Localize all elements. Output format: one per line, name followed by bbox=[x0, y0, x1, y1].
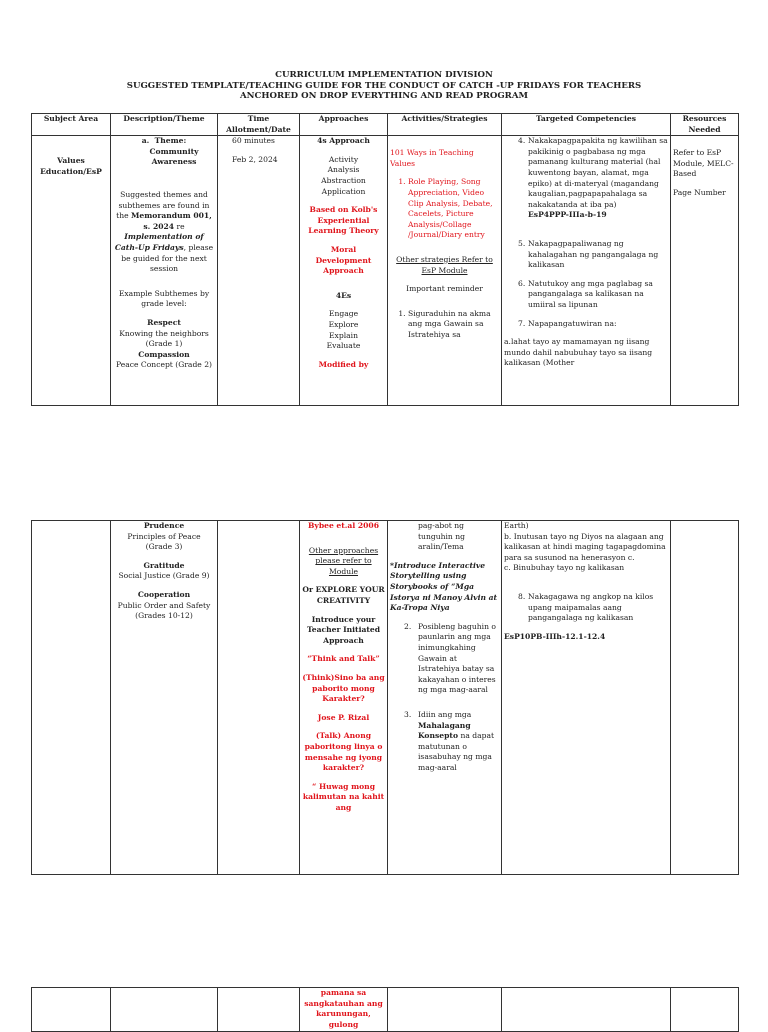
competency-7: 7. Napapangatuwiran na: bbox=[518, 318, 617, 328]
activity-continuation: pag-abot ng tunguhin ng aralin/Tema bbox=[418, 521, 465, 552]
activities-list bbox=[390, 177, 499, 241]
table-row bbox=[32, 136, 739, 406]
time-cell bbox=[218, 988, 300, 1032]
page-number: Page Number bbox=[673, 187, 726, 197]
col-resources: Resources Needed bbox=[671, 114, 739, 136]
important-reminder: Important reminder bbox=[406, 284, 483, 294]
rizal-answer: Jose P. Rizal bbox=[317, 712, 370, 722]
competency-code: EsP4PPP-IIIa-b-19 bbox=[528, 210, 607, 220]
competency-c: c. Binubuhay tayo ng kalikasan bbox=[504, 563, 625, 573]
competency-b: b. Inutusan tayo ng Diyos na alagaan ang kalikasan at hindi maging tagapagdomina para sa susunod na henerasyon c. bbox=[504, 531, 666, 562]
es-step: Explain bbox=[329, 330, 358, 340]
example-subthemes: Example Subthemes by grade level: bbox=[118, 288, 210, 309]
approach-step: Analysis bbox=[327, 165, 360, 175]
time-allotment: 60 minutes bbox=[232, 136, 275, 146]
competency-6: 6. Natutukoy ang mga paglabag sa pangangalaga sa kalikasan na umiiral sa lipunan bbox=[518, 278, 653, 309]
col-subject-area: Subject Area bbox=[32, 114, 111, 136]
interactive-storytelling: *Introduce Interactive Storytelling using Storybooks of “Mga Istorya ni Manoy Alvin at Ka-Tropa Niya bbox=[390, 560, 498, 613]
header-division: CURRICULUM IMPLEMENTATION DIVISION bbox=[275, 70, 493, 80]
other-strategies: Other strategies Refer to EsP Module bbox=[396, 254, 493, 275]
list-item: 1. Role Playing, Song Appreciation, Video Clip Analysis, Debate, Cacelets, Picture Analysis/Collage /Journal/Diary entry bbox=[408, 177, 499, 241]
col-competencies: Targeted Competencies bbox=[502, 114, 671, 136]
ways-teaching-values: 101 Ways in Teaching Values bbox=[390, 148, 474, 168]
modified-by: Modified by bbox=[318, 359, 369, 369]
talk-question: (Talk) Anong paboritong linya o mensahe ng iyong karakter? bbox=[304, 731, 383, 773]
approaches-cell bbox=[300, 988, 388, 1032]
description-cell bbox=[111, 521, 218, 875]
approach-4s: 4s Approach bbox=[317, 136, 370, 146]
col-activities: Activities/Strategies bbox=[388, 114, 502, 136]
subtheme-prudence-detail: Principles of Peace (Grade 3) bbox=[127, 531, 201, 552]
resources-module: Refer to EsP Module, MELC-Based bbox=[673, 148, 734, 179]
competency-code: EsP10PB-IIIh-12.1-12.4 bbox=[504, 631, 606, 641]
resources-cell bbox=[671, 136, 739, 406]
subject-area: Values Education/EsP bbox=[40, 156, 102, 176]
competencies-cell bbox=[502, 136, 671, 406]
competency-4: 4. Nakakapagpapakita ng kawilihan sa pakikinig o pagbabasa ng mga pamanang kulturang material (hal kuwentong bayan, alamat, mga epiko) at di-materyal (magandang kaugalian,pagpapapahalaga sa nakakatanda at iba pa) EsP4PPP-IIIa-b-19 bbox=[518, 136, 668, 220]
session-date: Feb 2, 2024 bbox=[232, 154, 278, 164]
subtheme-cooperation: Cooperation bbox=[137, 589, 191, 599]
subtheme-respect-detail: Knowing the neighbors (Grade 1) bbox=[119, 328, 209, 349]
competency-8: 8. Nakagagawa ng angkop na kilos upang maipamalas aang pangangalaga ng kalikasan bbox=[518, 591, 654, 623]
col-approaches: Approaches bbox=[300, 114, 388, 136]
think-question: (Think)Sino ba ang paborito mong Karakter? bbox=[302, 672, 385, 704]
es-step: Explore bbox=[328, 319, 359, 329]
subject-cell bbox=[32, 988, 111, 1032]
resources-cell bbox=[671, 988, 739, 1032]
description-cell bbox=[111, 136, 218, 406]
time-cell bbox=[218, 136, 300, 406]
table-row bbox=[32, 521, 739, 875]
competency-5: 5. Nakapagpapaliwanag ng kahalagahan ng pangangalaga ng kalikasan bbox=[518, 238, 659, 270]
subtheme-cooperation-detail: Public Order and Safety (Grades 10-12) bbox=[117, 600, 211, 621]
header-title: SUGGESTED TEMPLATE/TEACHING GUIDE FOR THE CONDUCT OF CATCH -UP FRIDAYS FOR TEACHERS bbox=[126, 80, 642, 91]
theme-line: a. Theme: bbox=[141, 136, 187, 146]
subtheme-compassion-detail: Peace Concept (Grade 2) bbox=[115, 360, 213, 370]
reminder-list bbox=[390, 309, 499, 341]
subtheme-respect: Respect bbox=[147, 317, 181, 327]
competency-continuation: Earth) bbox=[504, 521, 529, 530]
approaches-cell bbox=[300, 521, 388, 875]
teaching-guide-table-page1 bbox=[31, 113, 739, 406]
activities-cell bbox=[388, 136, 502, 406]
competency-7a: a.lahat tayo ay mamamayan ng iisang mundo dahil nabubuhay tayo sa iisang kalikasan (Mother bbox=[504, 337, 653, 368]
teacher-initiated-approach: Introduce your Teacher Initiated Approach bbox=[306, 614, 381, 645]
teaching-guide-table-page2 bbox=[31, 520, 739, 875]
activities-cell bbox=[388, 521, 502, 875]
explore-creativity: Or EXPLORE YOUR CREATIVITY bbox=[302, 585, 385, 605]
subject-cell bbox=[32, 521, 111, 875]
col-time-allotment: Time Allotment/Date bbox=[218, 114, 300, 136]
time-cell bbox=[218, 521, 300, 875]
col-description-theme: Description/Theme bbox=[111, 114, 218, 136]
subtheme-compassion: Compassion bbox=[138, 349, 190, 359]
activity-item-2: 2. Posibleng baguhin o paunlarin ang mga inimungkahing Gawain at Istratehiya batay sa kakayahan o interes ng mga mag-aaral bbox=[404, 621, 496, 695]
subtheme-gratitude: Gratitude bbox=[143, 560, 185, 570]
rizal-quote: “ Huwag mong kalimutan na kahit ang bbox=[302, 781, 385, 812]
think-and-talk: “Think and Talk” bbox=[307, 654, 380, 664]
description-cell bbox=[111, 988, 218, 1032]
resources-cell bbox=[671, 521, 739, 875]
subject-cell bbox=[32, 136, 111, 406]
subtheme-prudence: Prudence bbox=[143, 521, 185, 530]
bybee-reference: Bybee et.al 2006 bbox=[307, 521, 379, 530]
header-subtitle: ANCHORED ON DROP EVERYTHING AND READ PROGRAM bbox=[240, 91, 528, 102]
teaching-guide-table-page3 bbox=[31, 987, 739, 1032]
approach-step: Activity bbox=[328, 154, 359, 164]
es-step: Engage bbox=[328, 309, 359, 319]
approach-step: Abstraction bbox=[321, 175, 366, 185]
table-header-row bbox=[32, 114, 739, 136]
list-item: 1. Siguraduhin na akma ang mga Gawain sa Istratehiya sa bbox=[408, 309, 499, 341]
rizal-quote-continuation: pamana sa sangkatauhan ang karunungan, gulong bbox=[304, 988, 383, 1029]
table-row bbox=[32, 988, 739, 1032]
kolb-theory: Based on Kolb's Experiential Learning Theory bbox=[308, 205, 379, 236]
subtheme-gratitude-detail: Social Justice (Grade 9) bbox=[118, 571, 210, 581]
approaches-cell bbox=[300, 136, 388, 406]
competencies-cell bbox=[502, 988, 671, 1032]
suggested-themes: Suggested themes and subthemes are found in the Memorandum 001, s. 2024 re Implementation of Cath-Up Fridays, please be guided for the next session bbox=[114, 189, 214, 274]
competencies-cell bbox=[502, 521, 671, 875]
approach-step: Application bbox=[321, 186, 366, 196]
document-header bbox=[0, 70, 768, 102]
other-approaches: Other approaches please refer to Module bbox=[308, 545, 379, 576]
approach-4es: 4Es bbox=[335, 290, 352, 300]
moral-development: Moral Development Approach bbox=[315, 244, 372, 276]
es-step: Evaluate bbox=[326, 341, 361, 351]
theme-value: Community Awareness bbox=[149, 146, 199, 167]
activities-cell bbox=[388, 988, 502, 1032]
activity-item-3: 3. Idiin ang mga Mahalagang Konsepto na dapat matutunan o isasabuhay ng mga mag-aaral bbox=[404, 709, 495, 772]
